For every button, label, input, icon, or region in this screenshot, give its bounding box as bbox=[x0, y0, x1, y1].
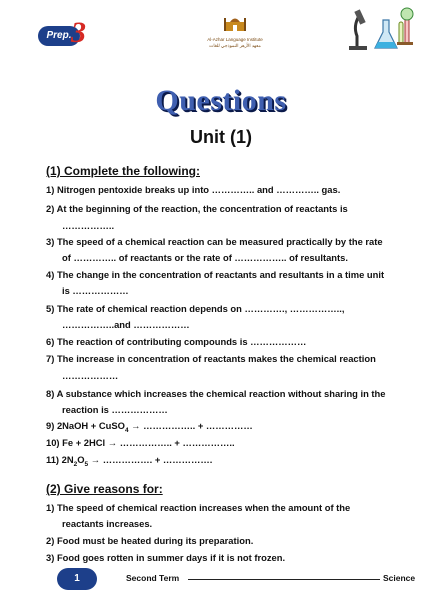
section1-heading: (1) Complete the following: bbox=[46, 164, 200, 178]
question-line: 7) The increase in concentration of reactants makes the chemical reaction bbox=[46, 353, 376, 364]
reason-line: 2) Food must be heated during its preparation. bbox=[46, 535, 254, 546]
equation-9-subscript: 4 bbox=[124, 426, 129, 434]
question-line: …………….. bbox=[62, 220, 115, 231]
equation-11-part-b: O bbox=[77, 454, 85, 465]
equation-9 bbox=[46, 420, 253, 434]
lab-equipment-icon bbox=[345, 6, 417, 54]
logo-text-en: Al-Azhar Language Institute bbox=[207, 37, 263, 42]
equation-10: 10) Fe + 2HCl → …………….. + …………….. bbox=[46, 437, 235, 448]
question-line: ……………..and ……………… bbox=[62, 319, 190, 330]
grade-badge bbox=[38, 16, 98, 49]
question-line: 4) The change in the concentration of reactants and resultants in a time unit bbox=[46, 269, 385, 280]
logo-text-ar: معهد الأزهر النموذجي للغات bbox=[209, 43, 261, 48]
grade-badge-label: Prep. bbox=[38, 26, 80, 46]
institute-logo bbox=[200, 14, 270, 48]
section2-heading: (2) Give reasons for: bbox=[46, 482, 163, 496]
question-line: 3) The speed of a chemical reaction can be measured practically by the rate bbox=[46, 236, 383, 247]
page-title: Questions bbox=[155, 84, 287, 117]
equation-11 bbox=[46, 454, 212, 468]
equation-11-sub-2: 5 bbox=[84, 460, 89, 468]
page-number: 1 bbox=[57, 568, 97, 590]
equation-11-sub-1: 2 bbox=[73, 460, 78, 468]
equation-9-suffix: → …………….. + …………… bbox=[128, 420, 253, 431]
footer-term: Second Term bbox=[126, 573, 180, 583]
question-line: 8) A substance which increases the chemical reaction without sharing in the bbox=[46, 388, 386, 399]
reason-line: reactants increases. bbox=[62, 518, 153, 529]
reason-line: 1) The speed of chemical reaction increases when the amount of the bbox=[46, 502, 351, 513]
unit-heading: Unit (1) bbox=[190, 127, 252, 147]
grade-badge-number: 3 bbox=[71, 16, 86, 49]
question-line: ……………… bbox=[62, 370, 119, 381]
question-line: of ………….. of reactants or the rate of …………….. of resultants. bbox=[62, 252, 348, 263]
question-line: reaction is ……………… bbox=[62, 404, 168, 415]
footer-subject: Science bbox=[383, 573, 416, 583]
equation-9-prefix: 9) 2NaOH + CuSO bbox=[46, 420, 125, 431]
question-line: 6) The reaction of contributing compounds is ……………… bbox=[46, 336, 307, 347]
equation-11-part-c: → ……………. + ……………. bbox=[88, 454, 213, 465]
footer-divider bbox=[188, 579, 380, 580]
reason-line: 3) Food goes rotten in summer days if it is not frozen. bbox=[46, 552, 286, 563]
equation-11-part-a: 11) 2N bbox=[46, 454, 74, 465]
question-line: 1) Nitrogen pentoxide breaks up into ………….. and ………….. gas. bbox=[46, 184, 341, 195]
question-line: 5) The rate of chemical reaction depends on …………., …………….., bbox=[46, 303, 345, 314]
question-line: is ……………… bbox=[62, 285, 129, 296]
question-line: 2) At the beginning of the reaction, the concentration of reactants is bbox=[46, 203, 348, 214]
mosque-logo-icon bbox=[224, 14, 246, 32]
